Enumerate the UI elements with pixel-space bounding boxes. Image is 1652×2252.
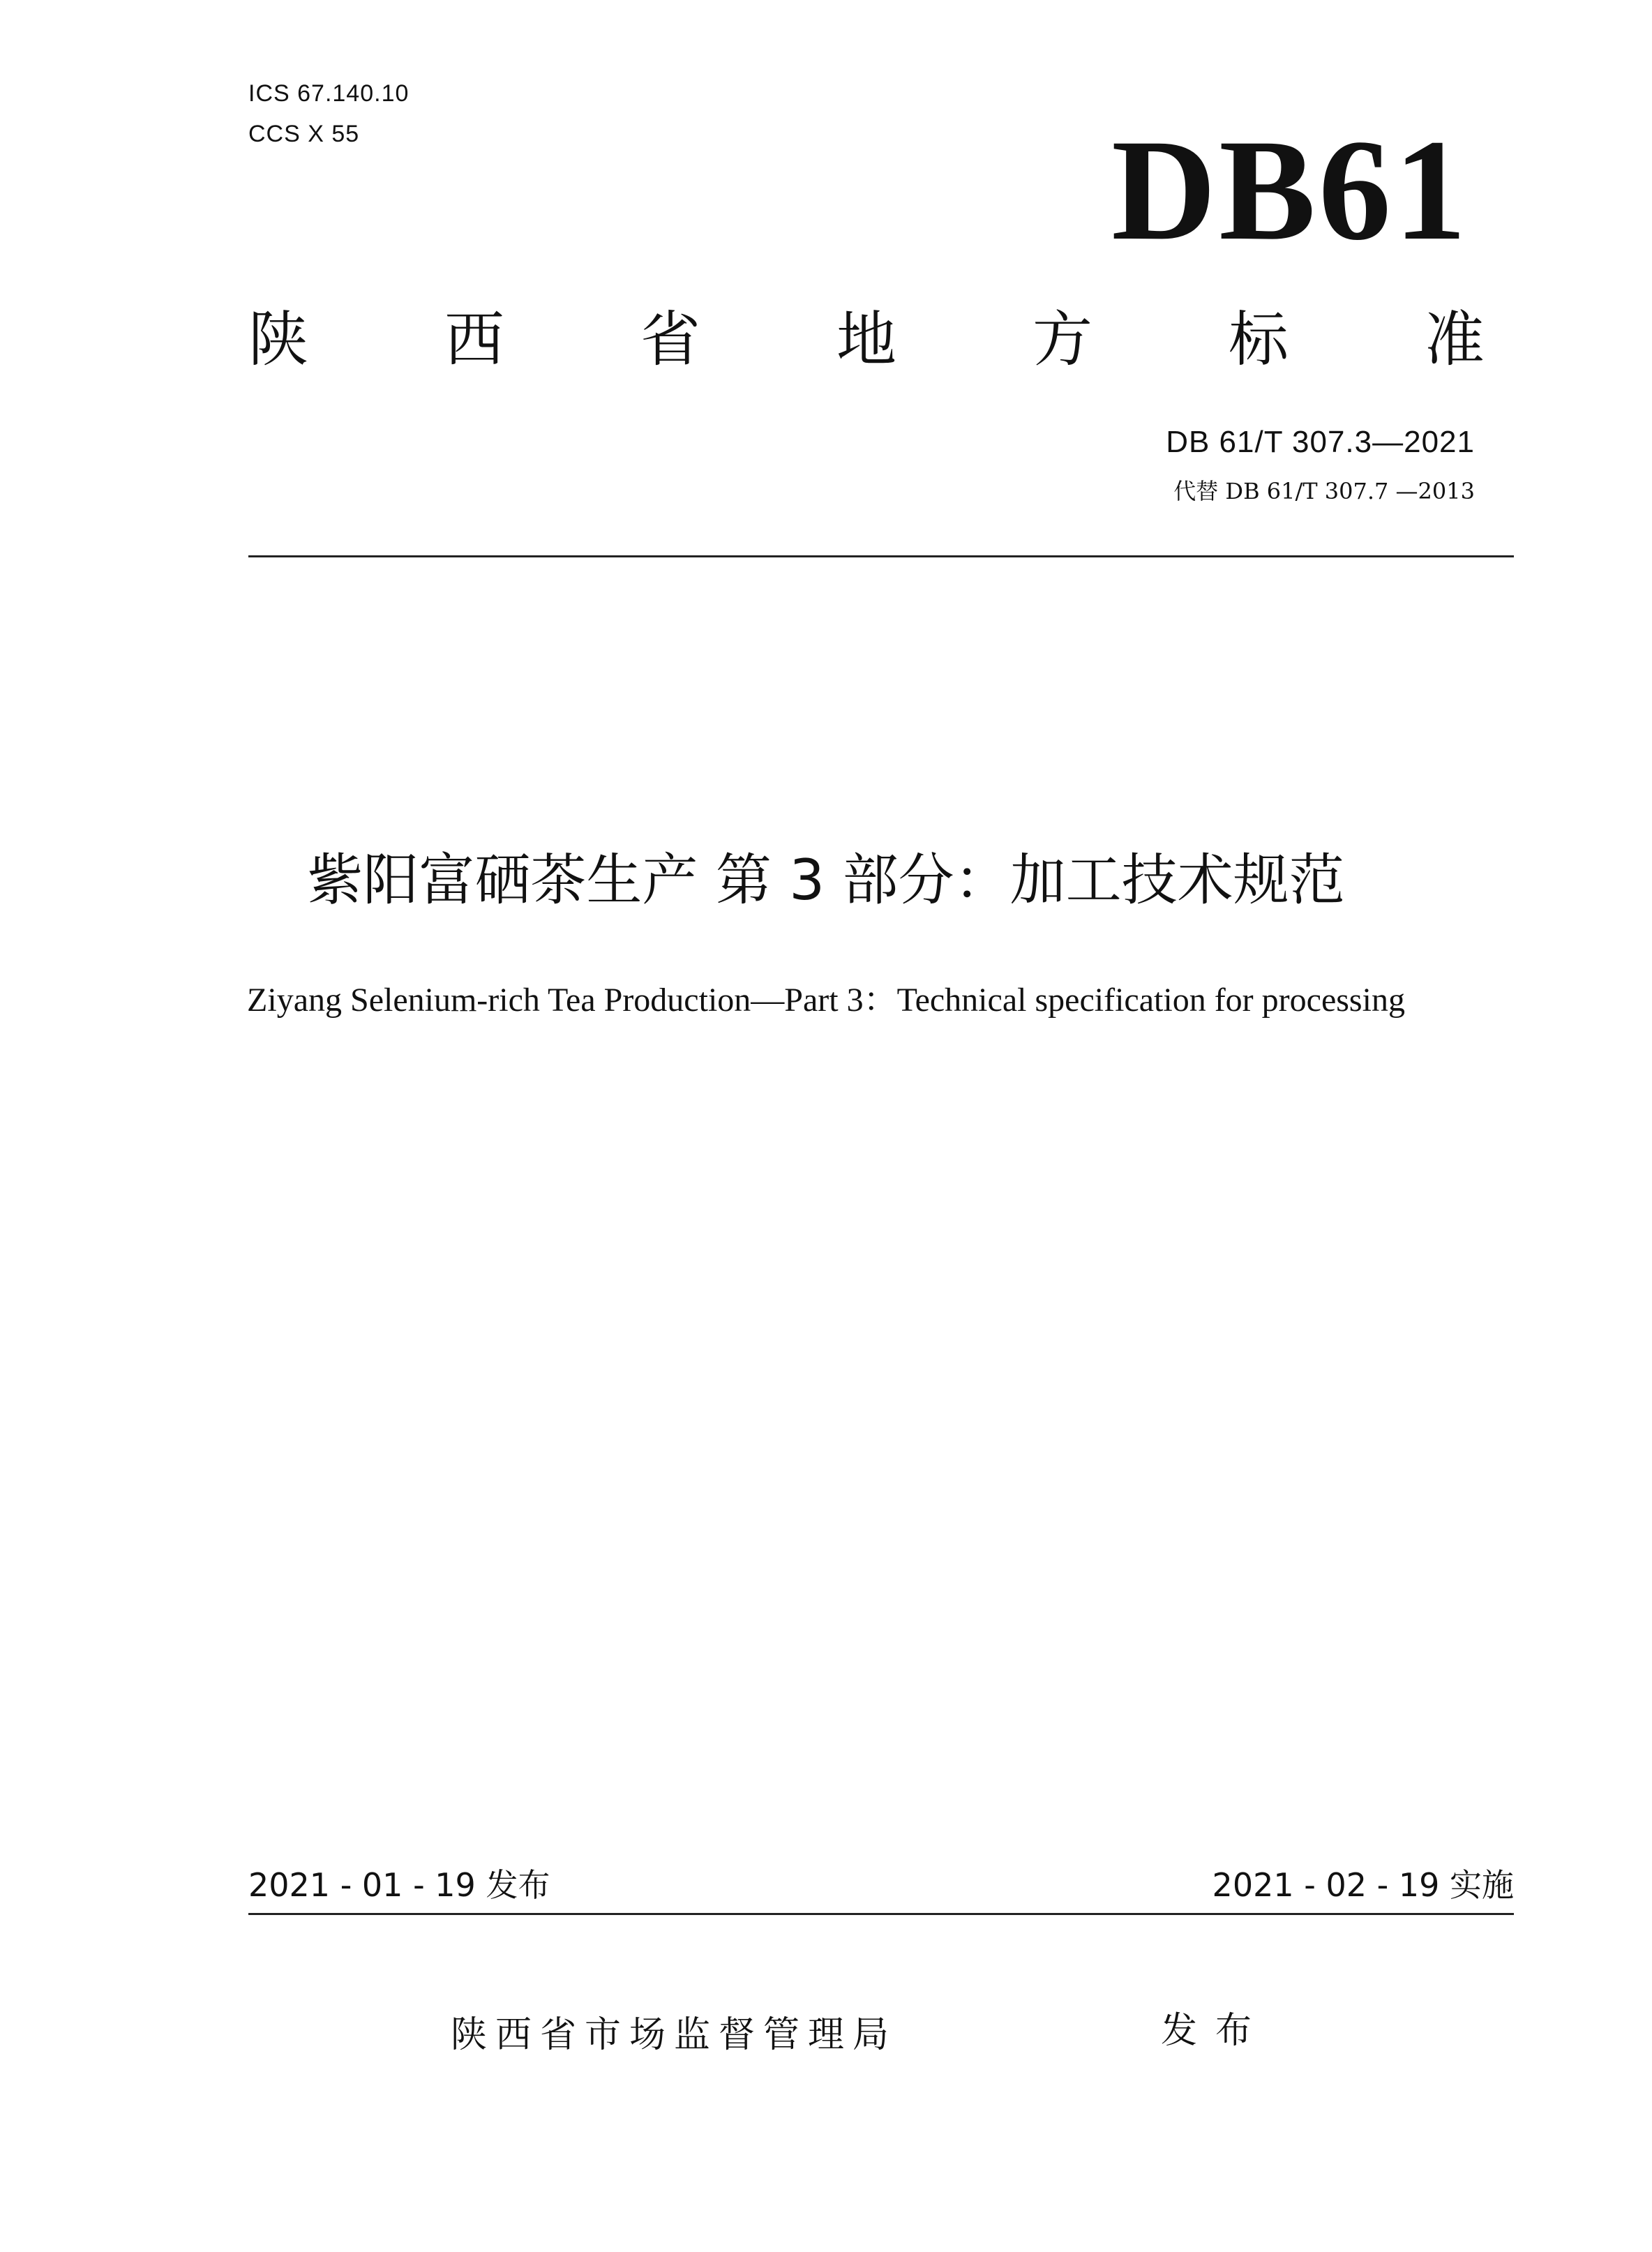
standard-type-char: 标 xyxy=(1229,305,1289,375)
standard-type-char: 准 xyxy=(1425,305,1485,375)
replaces-standard: 代替 DB 61/T 307.7 —2013 xyxy=(1173,478,1475,504)
bottom-divider xyxy=(248,1913,1514,1915)
standard-number: DB 61/T 307.3—2021 xyxy=(1166,425,1475,459)
standard-type-char: 省 xyxy=(640,305,700,375)
standard-type-heading xyxy=(248,301,1485,378)
issue-date: 2021 - 01 - 19 发布 xyxy=(248,1866,550,1904)
implementation-date: 2021 - 02 - 19 实施 xyxy=(1212,1866,1514,1904)
standard-type-char: 方 xyxy=(1032,305,1092,375)
publisher-name: 陕西省市场监督管理局 xyxy=(451,2014,898,2056)
standard-type-char: 陕 xyxy=(248,305,308,375)
ics-code: ICS 67.140.10 xyxy=(248,80,410,107)
publish-label: 发布 xyxy=(1161,2010,1270,2052)
db61-logo: DB61 xyxy=(1111,110,1469,270)
standard-type-char: 地 xyxy=(836,305,896,375)
ccs-code: CCS X 55 xyxy=(248,121,360,147)
top-divider xyxy=(248,555,1514,557)
english-title: Ziyang Selenium-rich Tea Production—Part 3：Technical specification for processing xyxy=(247,982,1405,1019)
standard-type-char: 西 xyxy=(444,305,504,375)
chinese-title: 紫阳富硒茶生产 第 3 部分：加工技术规范 xyxy=(307,848,1345,913)
